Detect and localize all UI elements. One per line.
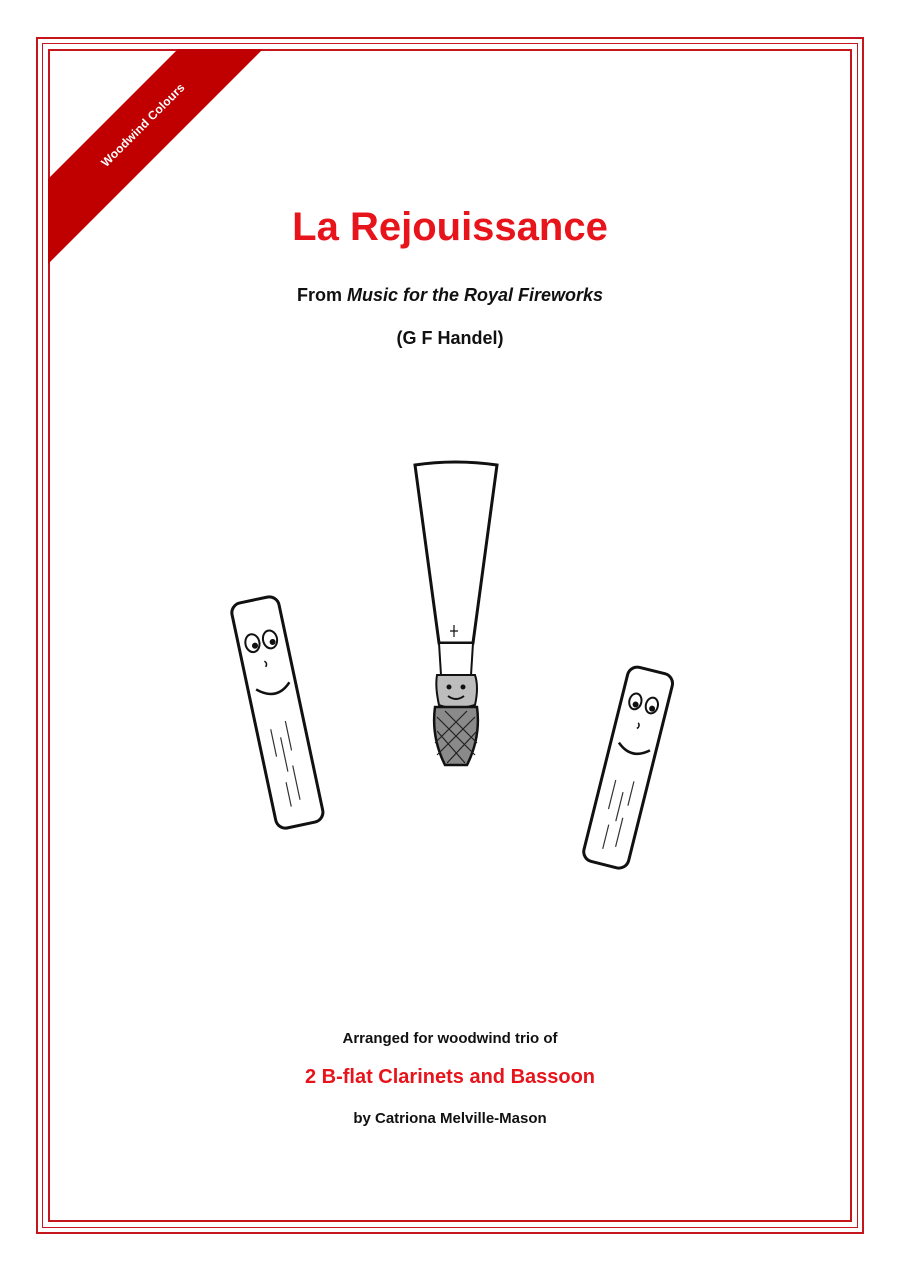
subtitle-prefix: From [296,285,347,305]
page-title: La Rejouissance [292,205,608,249]
clarinet-reed-left-icon [230,595,325,830]
bassoon-reed-icon [415,462,497,765]
composer: (G F Handel) [396,328,504,348]
reeds-illustration [190,455,710,895]
instrumentation: 2 B-flat Clarinets and Bassoon [304,1066,596,1088]
subtitle-work: Music for the Royal Fireworks [346,285,604,305]
clarinet-reed-right-icon [582,665,675,870]
arranger-byline: by Catriona Melville-Mason [353,1110,547,1127]
arrangement-intro: Arranged for woodwind trio of [342,1030,558,1047]
series-label: Woodwind Colours [98,80,188,170]
subtitle [0,285,900,306]
